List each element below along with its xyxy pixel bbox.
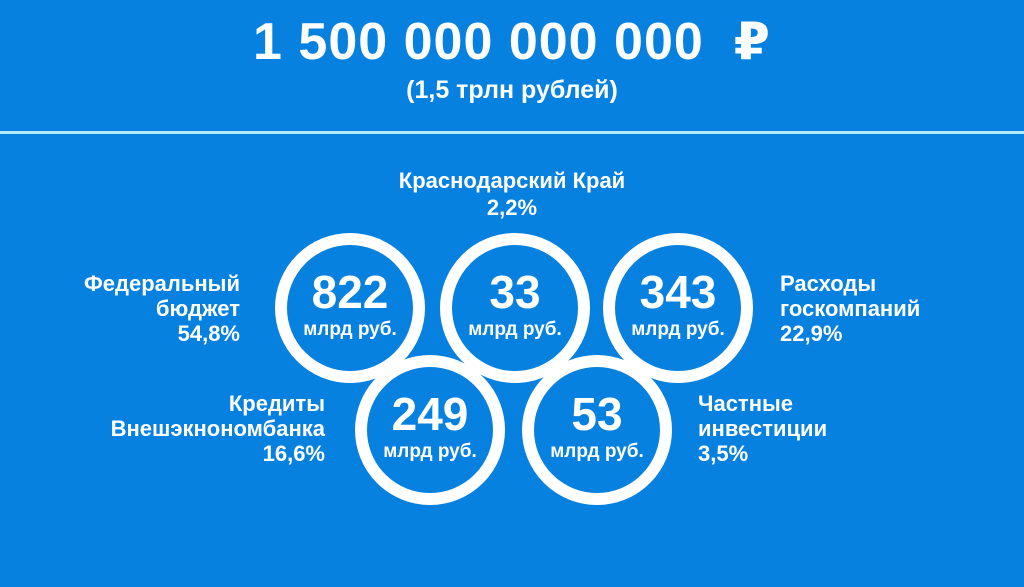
header-divider — [0, 131, 1024, 134]
label-state-companies — [780, 271, 1020, 346]
label-krasnodar — [312, 168, 712, 220]
label-line: Частные — [698, 391, 794, 416]
ring-value: 33 — [489, 266, 541, 318]
ring-unit: млрд руб. — [303, 319, 397, 340]
label-private-investments — [698, 391, 938, 466]
ring-value: 343 — [639, 266, 717, 318]
header — [0, 0, 1024, 105]
label-line: Федеральный — [84, 271, 240, 296]
label-percent: 16,6% — [262, 441, 325, 466]
label-line: Внешэкнономбанка — [110, 416, 325, 441]
label-veb-credits — [25, 391, 325, 466]
ring-unit: млрд руб. — [468, 319, 562, 340]
label-line: Краснодарский Край — [398, 168, 626, 193]
label-federal-budget — [0, 271, 240, 346]
label-line: госкомпаний — [780, 296, 921, 321]
label-line: инвестиции — [698, 416, 828, 441]
ring-unit: млрд руб. — [550, 441, 644, 462]
ring-value: 822 — [311, 266, 389, 318]
ring-private-investments — [522, 355, 672, 505]
total-amount — [0, 14, 1024, 70]
total-amount-number: 1 500 000 000 000 — [253, 13, 704, 71]
ring-veb-credits — [355, 355, 505, 505]
ring-value: 249 — [391, 388, 469, 440]
ring-unit: млрд руб. — [383, 441, 477, 462]
ring-value: 53 — [571, 388, 623, 440]
ring-unit: млрд руб. — [631, 319, 725, 340]
label-percent: 2,2% — [486, 195, 538, 220]
total-amount-subtitle: (1,5 трлн рублей) — [406, 76, 618, 104]
label-line: бюджет — [155, 296, 240, 321]
label-percent: 3,5% — [698, 441, 749, 466]
label-line: Расходы — [780, 271, 877, 296]
label-percent: 22,9% — [780, 321, 843, 346]
label-percent: 54,8% — [177, 321, 240, 346]
label-line: Кредиты — [228, 391, 325, 416]
ruble-sign: ₽ — [733, 13, 771, 71]
